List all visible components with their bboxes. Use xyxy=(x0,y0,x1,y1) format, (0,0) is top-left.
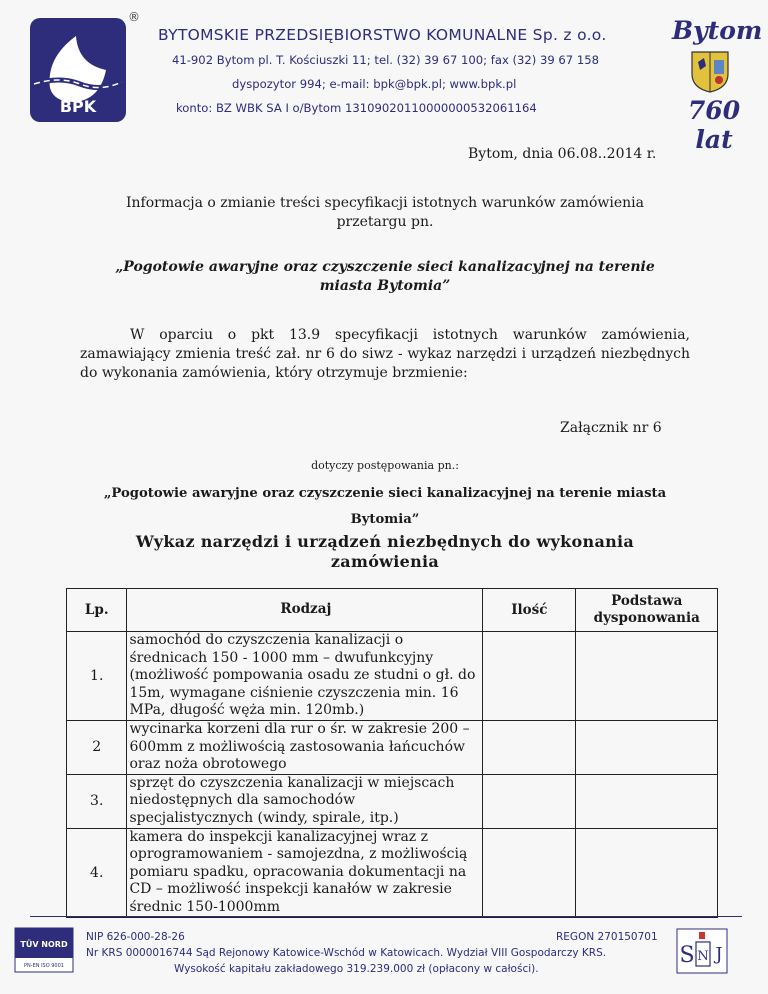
row-ilosc xyxy=(483,632,576,721)
company-account: konto: BZ WBK SA I o/Bytom 13109020110000000532061164 xyxy=(176,101,537,115)
company-address: 41-902 Bytom pl. T. Kościuszki 11; tel. (32) 39 67 100; fax (32) 39 67 158 xyxy=(172,53,599,67)
row-rodzaj: kamera do inspekcji kanalizacyjnej wraz z oprogramowaniem - samojezdna, z możliwością pomiaru spadku, opracowania dokumentacji na CD – możliwość inspekcji kanałów w zakresie średnic 150-1000mm xyxy=(127,828,483,917)
registered-mark: ® xyxy=(128,10,140,24)
header-ilosc: Ilość xyxy=(483,589,576,632)
city-logo-top: Bytom xyxy=(672,16,763,45)
date-line: Bytom, dnia 06.08..2014 r. xyxy=(468,146,657,162)
row-ilosc xyxy=(483,720,576,774)
row-lp: 4. xyxy=(67,828,127,917)
svg-text:S: S xyxy=(679,943,695,968)
header-rodzaj: Rodzaj xyxy=(127,589,483,632)
tools-table xyxy=(66,588,718,918)
header-podstawa: Podstawa dysponowania xyxy=(576,589,718,632)
row-lp: 1. xyxy=(67,632,127,721)
procedure-name: „Pogotowie awaryjne oraz czyszczenie sieci kanalizacyjnej na terenie miasta Bytomia” xyxy=(103,486,667,527)
bpk-logo xyxy=(30,18,126,122)
footer-nip: NIP 626-000-28-26 xyxy=(86,931,185,943)
footer-krs: Nr KRS 0000016744 Sąd Rejonowy Katowice-Wschód w Katowicach. Wydział VIII Gospodarczy KRS. xyxy=(86,947,607,959)
row-ilosc xyxy=(483,828,576,917)
list-title: Wykaz narzędzi i urządzeń niezbędnych do wykonania zamówienia xyxy=(135,532,635,571)
logo-text: BPK xyxy=(59,97,97,116)
row-podstawa xyxy=(576,720,718,774)
svg-text:N: N xyxy=(697,949,709,964)
company-contact: dyspozytor 994; e-mail: bpk@bpk.pl; www.bpk.pl xyxy=(232,77,517,91)
city-logo-bottom: 760 lat xyxy=(687,96,741,154)
body-paragraph: W oparciu o pkt 13.9 specyfikacji istotnych warunków zamówienia, zamawiający zmienia treść zał. nr 6 do siwz - wykaz narzędzi i urządzeń niezbędnych do wykonania zamówienia, który otrzymuje brzmienie: xyxy=(80,327,690,381)
table-row xyxy=(67,828,718,917)
tuv-sub: PN-EN ISO 9001 xyxy=(24,963,64,969)
header-lp: Lp. xyxy=(67,589,127,632)
table-header-row xyxy=(67,589,718,632)
table-row xyxy=(67,720,718,774)
attachment-label: Załącznik nr 6 xyxy=(560,420,662,436)
city-crest-icon xyxy=(690,50,730,94)
row-rodzaj: sprzęt do czyszczenia kanalizacji w miejscach niedostępnych dla samochodów specjalistycznych (windy, spirale, itp.) xyxy=(127,774,483,828)
row-podstawa xyxy=(576,632,718,721)
snj-quality-icon xyxy=(676,928,728,974)
row-rodzaj: wycinarka korzeni dla rur o śr. w zakresie 200 – 600mm z możliwością zastosowania łańcuchów oraz noża obrotowego xyxy=(127,720,483,774)
row-lp: 2 xyxy=(67,720,127,774)
table-row xyxy=(67,632,718,721)
row-rodzaj: samochód do czyszczenia kanalizacji o średnicach 150 - 1000 mm – dwufunkcyjny (możliwość pompowania osadu ze studni o gł. do 15m, wymagane ciśnienie czyszczenia min. 16 MPa, długość węża min. 120mb.) xyxy=(127,632,483,721)
footer-regon: REGON 270150701 xyxy=(556,931,658,943)
company-name: BYTOMSKIE PRZEDSIĘBIORSTWO KOMUNALNE Sp. z o.o. xyxy=(158,26,607,44)
svg-text:J: J xyxy=(715,944,723,965)
table-row xyxy=(67,774,718,828)
row-ilosc xyxy=(483,774,576,828)
tuv-certificate-icon xyxy=(14,927,74,973)
row-podstawa xyxy=(576,828,718,917)
footer-capital: Wysokość kapitału zakładowego 319.239.000 zł (opłacony w całości). xyxy=(174,963,539,975)
footer-divider xyxy=(30,916,742,917)
row-podstawa xyxy=(576,774,718,828)
row-lp: 3. xyxy=(67,774,127,828)
concerns-label: dotyczy postępowania pn.: xyxy=(311,459,459,472)
tuv-label: TÜV NORD xyxy=(20,940,68,949)
info-title: Informacja o zmianie treści specyfikacji istotnych warunków zamówienia przetargu pn. xyxy=(125,195,645,230)
procurement-subject: „Pogotowie awaryjne oraz czyszczenie sieci kanalizacyjnej na terenie miasta Bytomia” xyxy=(115,259,655,294)
